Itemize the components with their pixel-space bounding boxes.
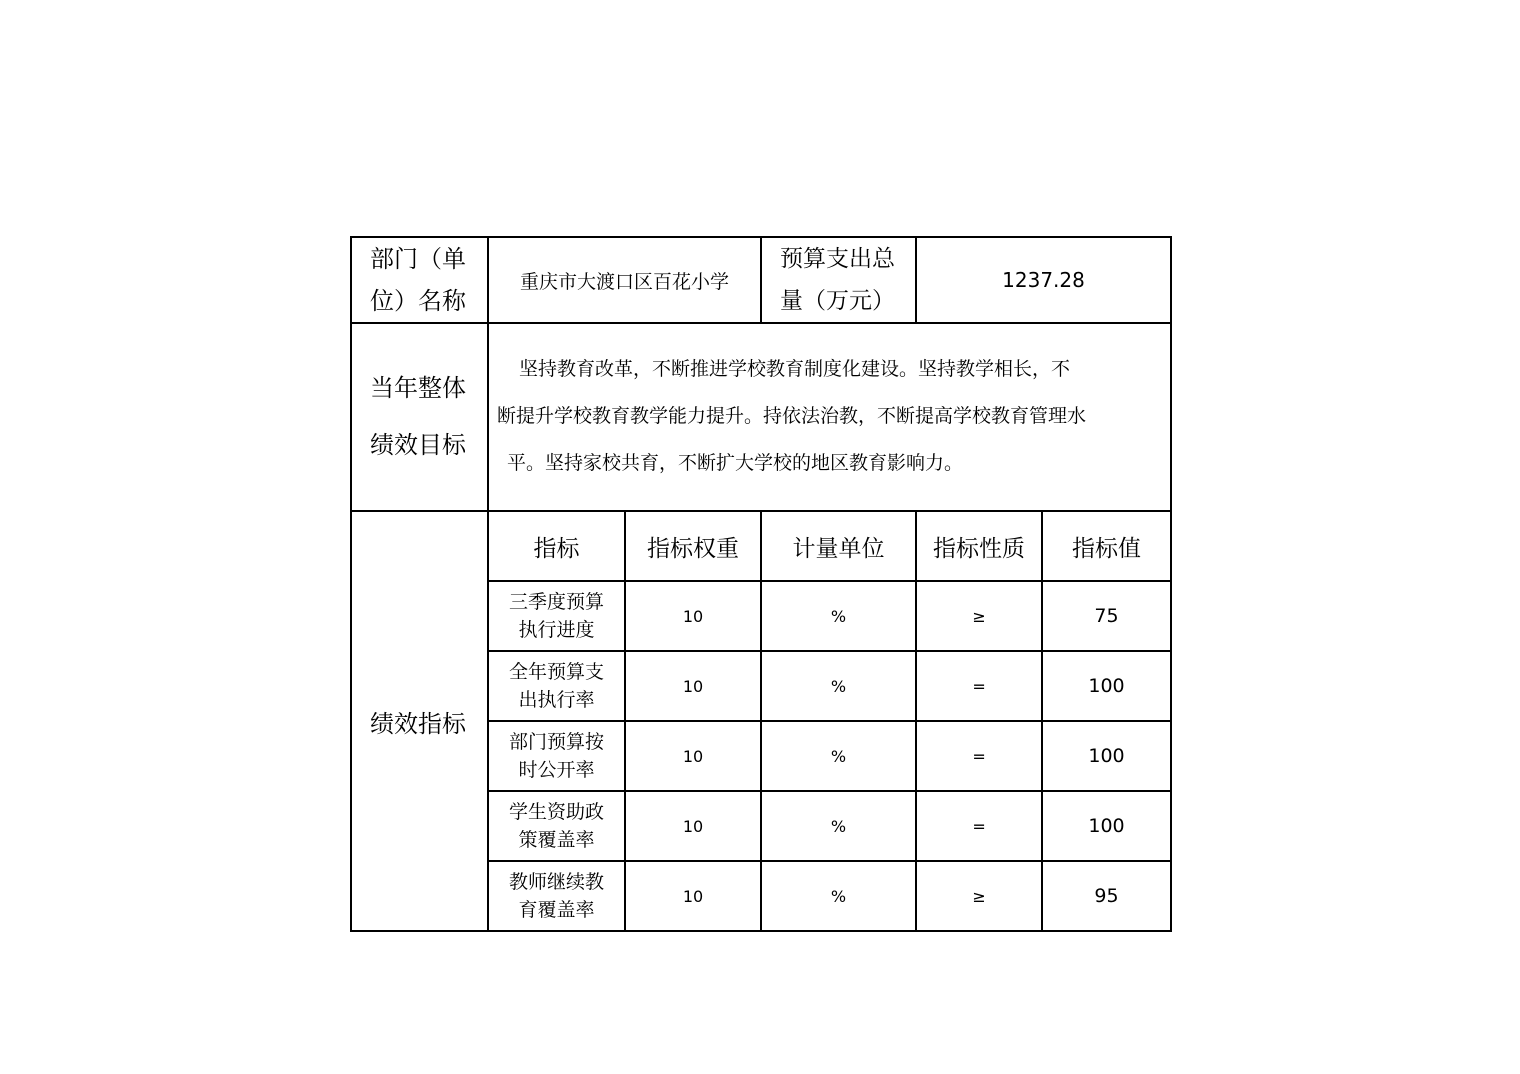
indicator-weight: 10 <box>625 651 761 721</box>
goal-label-line2: 绩效目标 <box>370 431 466 459</box>
indicator-nature: ≥ <box>916 861 1042 931</box>
indicator-name-line2: 策覆盖率 <box>518 829 595 851</box>
indicator-name <box>488 721 625 791</box>
indicator-unit: % <box>761 721 916 791</box>
indicator-name <box>488 861 625 931</box>
indicator-weight: 10 <box>625 581 761 651</box>
indicator-weight: 10 <box>625 791 761 861</box>
total-value: 1237.28 <box>916 237 1171 323</box>
dept-label-line1: 部门（单 <box>370 245 466 273</box>
goal-label-line1: 当年整体 <box>370 374 466 402</box>
indicator-name-line2: 时公开率 <box>518 759 595 781</box>
indicator-nature: = <box>916 721 1042 791</box>
col-head-value: 指标值 <box>1042 511 1171 581</box>
indicator-unit: % <box>761 861 916 931</box>
goal-text-line1-content: 坚持教育改革，不断推进学校教育制度化建设。坚持教学相长，不 <box>519 357 1071 380</box>
dept-label-line2: 位）名称 <box>370 287 466 315</box>
indicator-value: 100 <box>1042 651 1171 721</box>
header-row <box>351 237 1171 323</box>
indicator-name-line1: 部门预算按 <box>508 731 604 753</box>
indicator-value: 95 <box>1042 861 1171 931</box>
col-head-nature: 指标性质 <box>916 511 1042 581</box>
dept-name: 重庆市大渡口区百花小学 <box>488 237 761 323</box>
goal-row <box>351 323 1171 511</box>
indicator-nature: ≥ <box>916 581 1042 651</box>
indicator-unit: % <box>761 791 916 861</box>
indicator-name-line1: 三季度预算 <box>508 591 604 613</box>
total-label-line2: 量（万元） <box>780 288 896 314</box>
indicator-weight: 10 <box>625 861 761 931</box>
indicator-name-line1: 教师继续教 <box>508 871 604 893</box>
total-label-line1: 预算支出总 <box>780 246 896 272</box>
indicator-value: 100 <box>1042 791 1171 861</box>
indicator-name-line1: 全年预算支 <box>508 661 604 683</box>
indicator-name-line1: 学生资助政 <box>508 801 604 823</box>
goal-label <box>351 323 488 511</box>
col-head-unit: 计量单位 <box>761 511 916 581</box>
dept-label <box>351 237 488 323</box>
total-label <box>761 237 916 323</box>
indicator-value: 75 <box>1042 581 1171 651</box>
goal-text-line1 <box>497 346 1166 393</box>
goal-text-line2: 断提升学校教育教学能力提升。持依法治教，不断提高学校教育管理水 <box>497 404 1087 427</box>
indicator-header-row <box>351 511 1171 581</box>
goal-text-line3 <box>497 440 1166 487</box>
indicator-name-line2: 育覆盖率 <box>518 899 595 921</box>
indicator-name-line2: 执行进度 <box>518 619 595 641</box>
goal-text-line3-content: 平。坚持家校共育，不断扩大学校的地区教育影响力。 <box>507 451 964 474</box>
col-head-indicator: 指标 <box>488 511 625 581</box>
indicator-weight: 10 <box>625 721 761 791</box>
indicator-nature: = <box>916 651 1042 721</box>
performance-table-sheet <box>350 236 1170 926</box>
performance-table <box>350 236 1172 932</box>
indicator-unit: % <box>761 651 916 721</box>
indicator-value: 100 <box>1042 721 1171 791</box>
indicator-unit: % <box>761 581 916 651</box>
performance-indicators-label: 绩效指标 <box>351 511 488 931</box>
col-head-weight: 指标权重 <box>625 511 761 581</box>
goal-text <box>488 323 1171 511</box>
indicator-name <box>488 791 625 861</box>
indicator-name-line2: 出执行率 <box>518 689 595 711</box>
indicator-name <box>488 581 625 651</box>
indicator-nature: = <box>916 791 1042 861</box>
indicator-name <box>488 651 625 721</box>
